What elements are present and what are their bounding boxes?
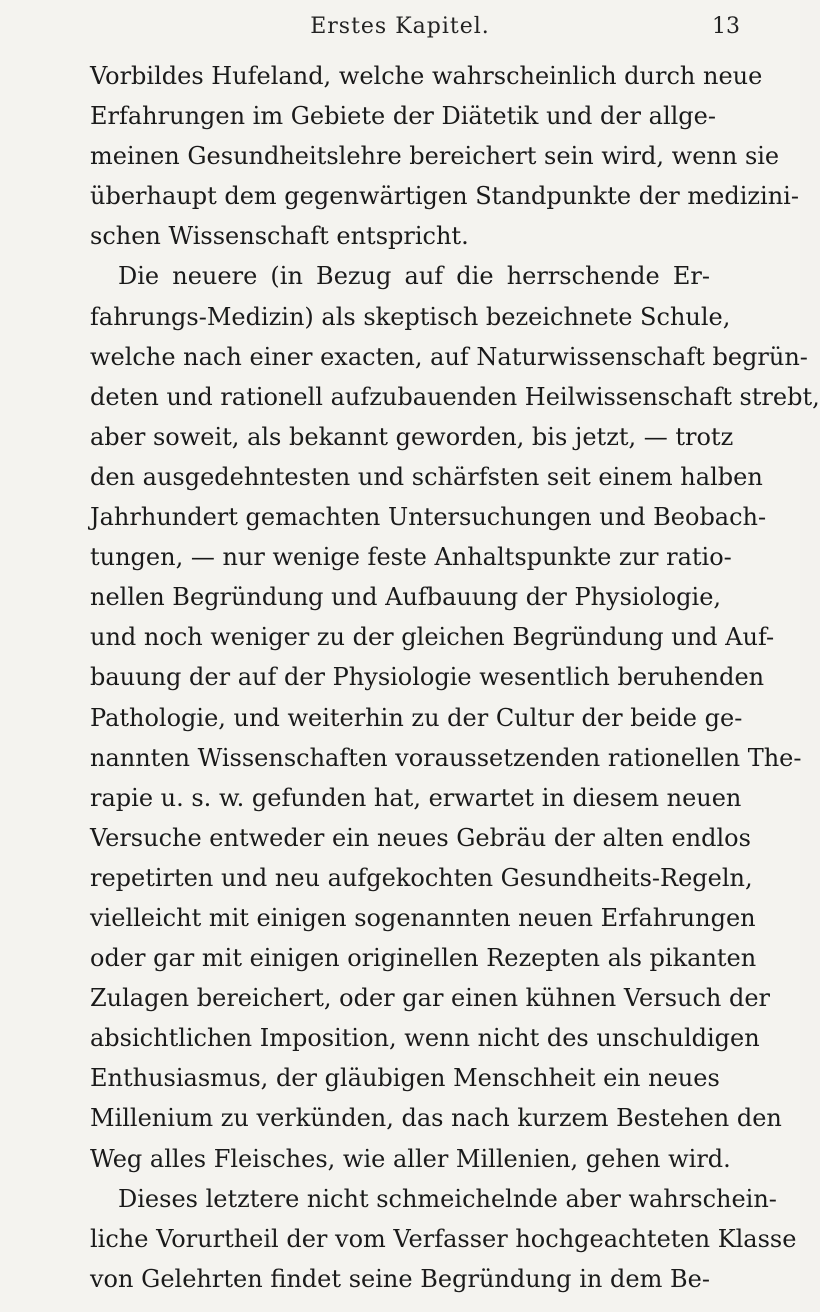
text-line: oder gar mit einigen originellen Rezepten als pikanten [90,944,757,973]
text-line: Vorbildes Hufeland, welche wahrscheinlich durch neue [90,62,763,90]
text-line: liche Vorurtheil der vom Verfasser hochgeachteten Klasse [90,1224,797,1253]
text-line: Pathologie, und weiterhin zu der Cultur der beide ge- [90,703,743,732]
text-line: den ausgedehntesten und schärfsten seit einem halben [90,462,763,491]
text-line: Zulagen bereichert, oder gar einen kühnen Versuch der [90,984,771,1013]
running-head [0,8,800,48]
text-line: bauung der auf der Physiologie wesentlich beruhenden [90,663,765,692]
text-line: fahrungs-Medizin) als skeptisch bezeichnete Schule, [90,302,731,331]
body-text [90,56,820,1299]
page-number: 13 [712,14,740,39]
text-line: aber soweit, als bekannt geworden, bis jetzt, — trotz [90,422,734,451]
text-line: Weg alles Fleisches, wie aller Millenien, gehen wird. [90,1144,731,1173]
text-line: überhaupt dem gegenwärtigen Standpunkte der medizini- [90,182,799,211]
text-line: Versuche entweder ein neues Gebräu der alten endlos [90,823,751,852]
text-line: welche nach einer exacten, auf Naturwissenschaft begrün- [90,342,808,371]
text-line: nellen Begründung und Aufbauung der Physiologie, [90,583,722,612]
text-line: Dieses letztere nicht schmeichelnde aber wahrschein- [118,1184,777,1213]
text-line: Millenium zu verkünden, das nach kurzem Bestehen den [90,1104,782,1133]
text-line: deten und rationell aufzubauenden Heilwissenschaft strebt, [90,382,820,411]
text-line: schen Wissenschaft entspricht. [90,222,469,251]
text-line: und noch weniger zu der gleichen Begründung und Auf- [90,623,775,652]
text-line: Die neuere (in Bezug auf die herrschende Er- [118,262,710,291]
text-line: meinen Gesundheitslehre bereichert sein wird, wenn sie [90,142,780,171]
running-title: Erstes Kapitel. [310,14,490,39]
text-line: nannten Wissenschaften voraussetzenden rationellen The- [90,743,802,772]
text-line: vielleicht mit einigen sogenannten neuen Erfahrungen [90,903,756,932]
text-line: Enthusiasmus, der gläubigen Menschheit ein neues [90,1064,720,1093]
text-line: Erfahrungen im Gebiete der Diätetik und der allge- [90,102,716,131]
text-line: von Gelehrten findet seine Begründung in dem Be- [90,1264,710,1293]
text-line: Jahrhundert gemachten Untersuchungen und Beobach- [90,503,767,532]
text-line: tungen, — nur wenige feste Anhaltspunkte zur ratio- [90,543,732,572]
text-line: rapie u. s. w. gefunden hat, erwartet in diesem neuen [90,783,742,812]
text-line: absichtlichen Imposition, wenn nicht des unschuldigen [90,1024,760,1053]
text-line: repetirten und neu aufgekochten Gesundheits-Regeln, [90,863,753,892]
